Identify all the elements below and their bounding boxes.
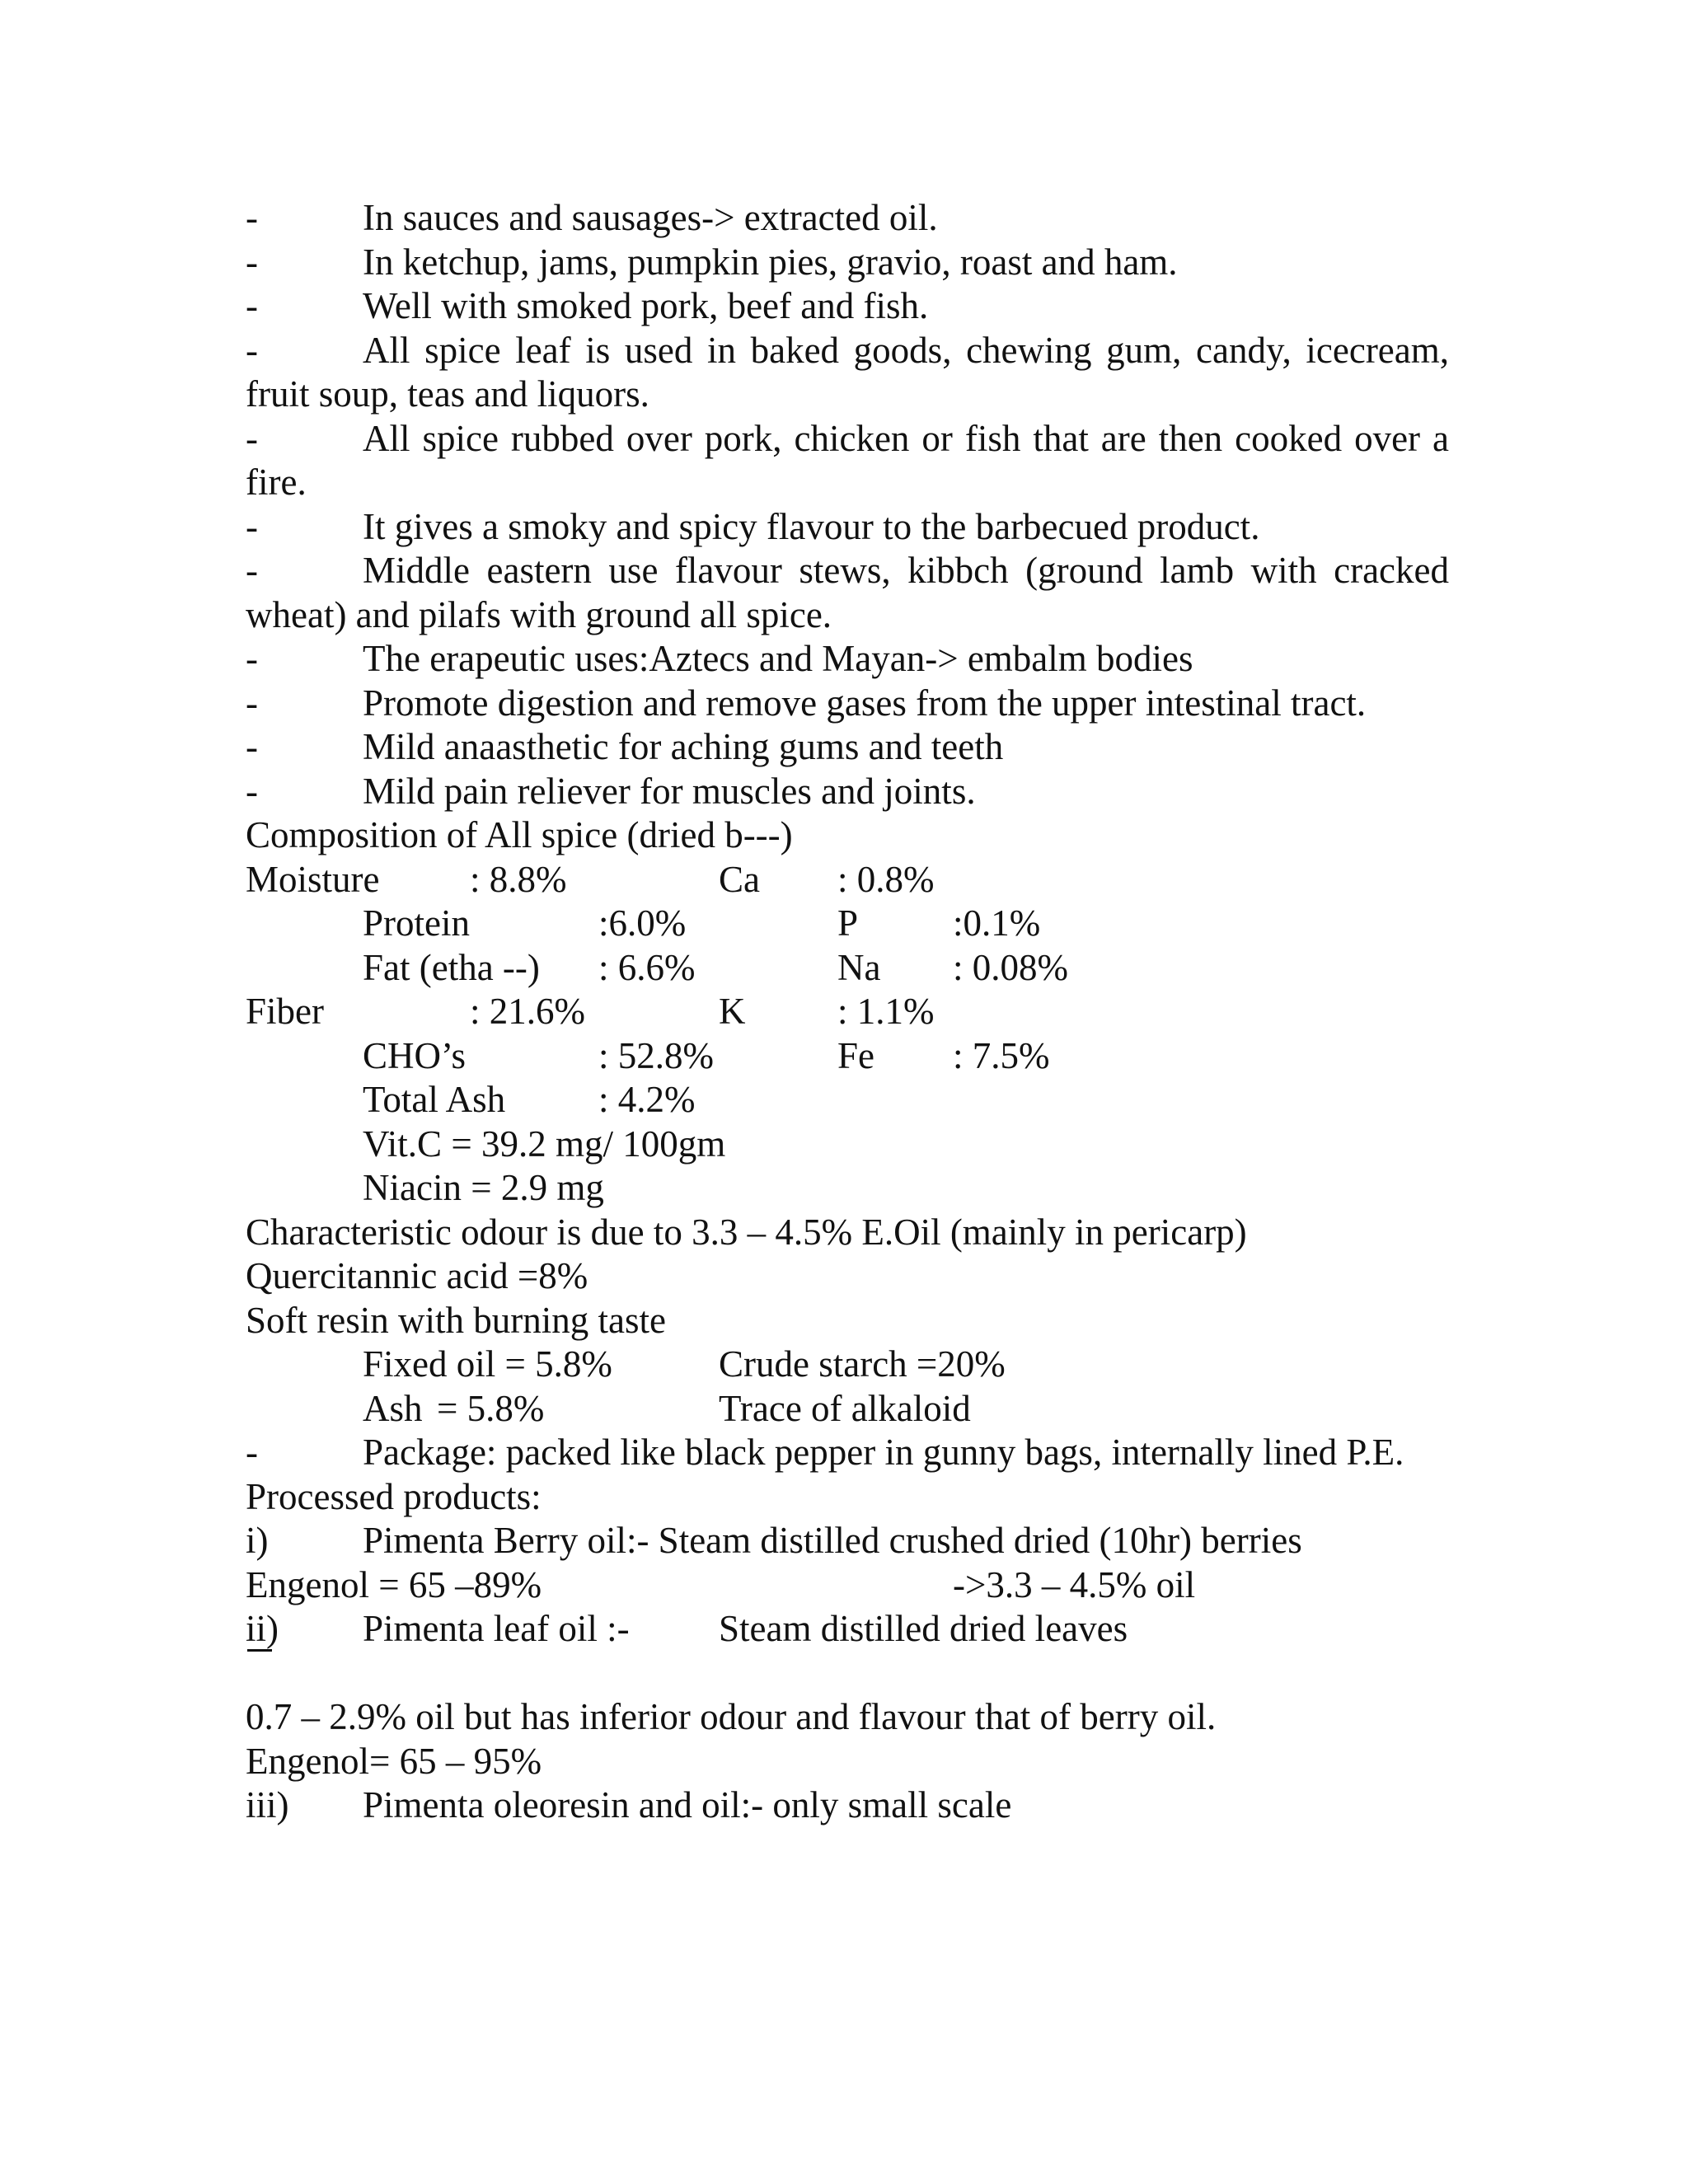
- composition-row: [246, 901, 1449, 945]
- bullet-dash: -: [246, 682, 258, 724]
- nutrient-name: Fiber: [246, 991, 324, 1032]
- bullet-continuation: fire.: [246, 462, 307, 503]
- bullet-dash: -: [246, 241, 258, 283]
- bullet-dash: -: [246, 1432, 258, 1473]
- mineral-name: Ca: [719, 859, 760, 900]
- bullet-text: Promote digestion and remove gases from the upper intestinal tract.: [363, 682, 1367, 724]
- bullet-item: [246, 681, 1449, 725]
- package-item: [246, 1430, 1449, 1474]
- mineral-value: :0.1%: [953, 902, 1041, 944]
- mineral-name: P: [837, 902, 859, 944]
- bullet-text: All spice leaf is used in baked goods, chewing gum, candy, icecream,: [363, 330, 1449, 371]
- nutrient-value: : 6.6%: [598, 947, 696, 988]
- bullet-text: Mild pain reliever for muscles and joints.: [363, 771, 976, 812]
- item-number: iii): [246, 1784, 289, 1825]
- item-label: Pimenta leaf oil :-: [363, 1608, 630, 1649]
- nutrient-name: Protein: [363, 902, 470, 944]
- composition-row: [246, 1033, 1449, 1078]
- engenol-row: Engenol= 65 – 95%: [246, 1741, 542, 1782]
- leaf-oil-note: 0.7 – 2.9% oil but has inferior odour and flavour that of berry oil.: [246, 1696, 1217, 1737]
- nutrient-name: CHO’s: [363, 1035, 467, 1076]
- vitamin-c-line: Vit.C = 39.2 mg/ 100gm: [363, 1123, 726, 1165]
- bullet-item: [246, 724, 1449, 769]
- fixed-oil: Fixed oil = 5.8%: [363, 1343, 612, 1385]
- underline-mark: [247, 1649, 272, 1652]
- nutrient-value: : 21.6%: [470, 991, 585, 1032]
- alkaloid-note: Trace of alkaloid: [719, 1388, 971, 1429]
- bullet-dash: -: [246, 285, 258, 326]
- item-text: Steam distilled dried leaves: [719, 1608, 1128, 1649]
- mineral-name: Fe: [837, 1035, 874, 1076]
- bullet-text: In ketchup, jams, pumpkin pies, gravio, roast and ham.: [363, 241, 1178, 283]
- ash-label: Ash: [363, 1388, 423, 1429]
- nutrient-value: : 4.2%: [598, 1079, 696, 1120]
- nutrient-name: Fat (etha --): [363, 947, 540, 988]
- composition-row: [246, 989, 1449, 1033]
- item-text: Pimenta oleoresin and oil:- only small scale: [363, 1784, 1012, 1825]
- bullet-item: [246, 284, 1449, 328]
- ash-alkaloid-row: [246, 1386, 1449, 1431]
- odour-note: Characteristic odour is due to 3.3 – 4.5% E.Oil (mainly in pericarp): [246, 1212, 1247, 1253]
- nutrient-value: :6.0%: [598, 902, 687, 944]
- processed-heading: Processed products:: [246, 1476, 542, 1517]
- composition-row: [246, 1077, 1449, 1122]
- niacin-line: Niacin = 2.9 mg: [363, 1167, 604, 1208]
- item-text: Pimenta Berry oil:- Steam distilled crushed dried (10hr) berries: [363, 1520, 1302, 1561]
- item-number: i): [246, 1520, 269, 1561]
- bullet-continuation: wheat) and pilafs with ground all spice.: [246, 594, 832, 635]
- bullet-item: [246, 416, 1449, 461]
- composition-row: [246, 945, 1449, 990]
- nutrient-value: : 8.8%: [470, 859, 567, 900]
- bullet-item: [246, 240, 1449, 284]
- bullet-dash: -: [246, 197, 258, 238]
- bullet-item: [246, 769, 1449, 813]
- oil-starch-row: [246, 1342, 1449, 1386]
- mineral-name: Na: [837, 947, 881, 988]
- package-text: Package: packed like black pepper in gunny bags, internally lined P.E.: [363, 1432, 1404, 1473]
- nutrient-name: Moisture: [246, 859, 380, 900]
- oil-yield: ->3.3 – 4.5% oil: [953, 1564, 1196, 1605]
- engenol-value: Engenol = 65 –89%: [246, 1564, 542, 1605]
- nutrient-value: : 52.8%: [598, 1035, 714, 1076]
- bullet-text: Mild anaasthetic for aching gums and teeth: [363, 726, 1004, 767]
- composition-heading: Composition of All spice (dried b---): [246, 814, 793, 855]
- bullet-dash: -: [246, 771, 258, 812]
- ash-value: = 5.8%: [437, 1388, 545, 1429]
- engenol-row: [246, 1563, 1449, 1607]
- composition-row: [246, 1122, 1449, 1166]
- processed-item: [246, 1606, 1449, 1651]
- mineral-value: : 0.8%: [837, 859, 935, 900]
- bullet-text: In sauces and sausages-> extracted oil.: [363, 197, 938, 238]
- resin-note: Soft resin with burning taste: [246, 1300, 666, 1341]
- bullet-item: [246, 328, 1449, 373]
- processed-item: [246, 1518, 1449, 1563]
- bullet-text: It gives a smoky and spicy flavour to the barbecued product.: [363, 506, 1260, 547]
- bullet-item: [246, 636, 1449, 681]
- bullet-dash: -: [246, 550, 258, 591]
- bullet-text: The erapeutic uses:Aztecs and Mayan-> embalm bodies: [363, 638, 1193, 679]
- mineral-value: : 1.1%: [837, 991, 935, 1032]
- bullet-dash: -: [246, 726, 258, 767]
- bullet-dash: -: [246, 506, 258, 547]
- mineral-value: : 7.5%: [953, 1035, 1050, 1076]
- bullet-dash: -: [246, 330, 258, 371]
- mineral-name: K: [719, 991, 746, 1032]
- quercitannic-note: Quercitannic acid =8%: [246, 1255, 588, 1296]
- bullet-text: All spice rubbed over pork, chicken or fish that are then cooked over a: [363, 418, 1449, 459]
- composition-row: [246, 857, 1449, 902]
- bullet-continuation: fruit soup, teas and liquors.: [246, 373, 649, 415]
- bullet-item: [246, 504, 1449, 549]
- mineral-value: : 0.08%: [953, 947, 1068, 988]
- bullet-dash: -: [246, 418, 258, 459]
- composition-row: [246, 1165, 1449, 1210]
- bullet-text: Middle eastern use flavour stews, kibbch (ground lamb with cracked: [363, 550, 1449, 591]
- bullet-dash: -: [246, 638, 258, 679]
- nutrient-name: Total Ash: [363, 1079, 506, 1120]
- crude-starch: Crude starch =20%: [719, 1343, 1006, 1385]
- bullet-item: [246, 548, 1449, 593]
- item-number: ii): [246, 1608, 279, 1649]
- bullet-item: [246, 195, 1449, 240]
- processed-item: [246, 1783, 1449, 1827]
- bullet-text: Well with smoked pork, beef and fish.: [363, 285, 929, 326]
